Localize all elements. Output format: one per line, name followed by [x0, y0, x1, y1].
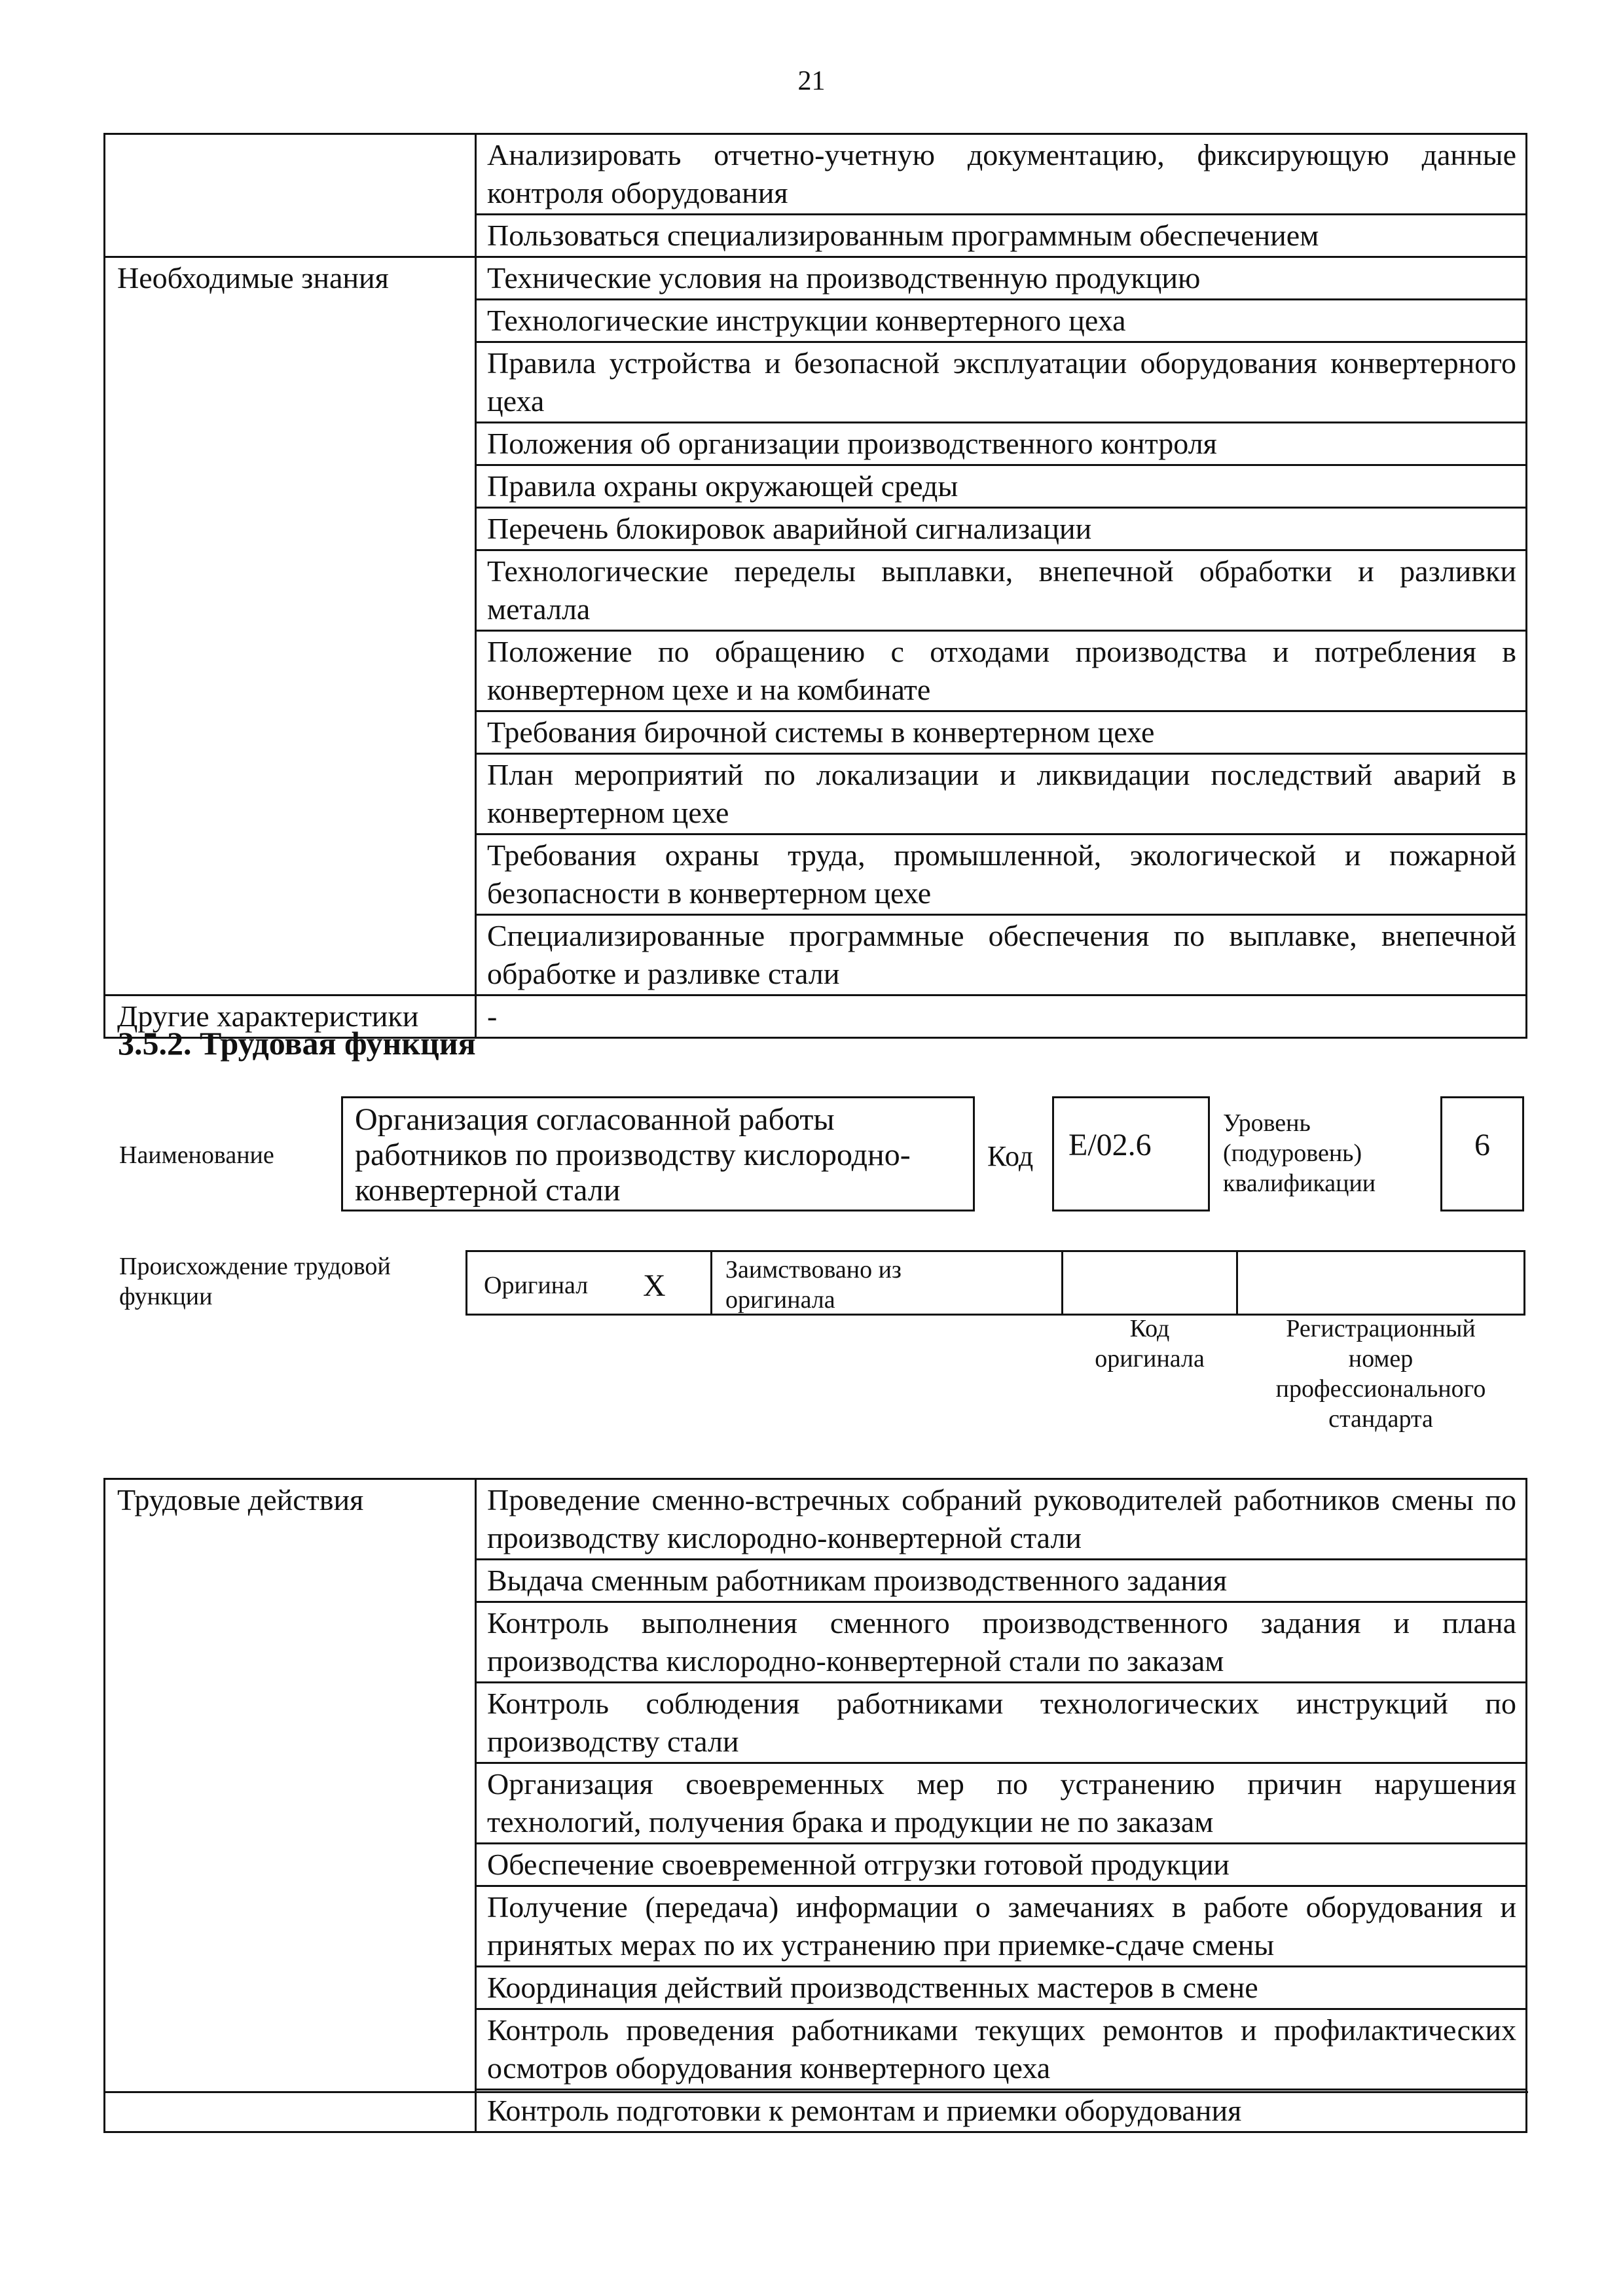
function-name-box	[341, 1096, 975, 1211]
row-value: Анализировать отчетно-учетную документацию, фиксирующую данные контроля оборудования	[476, 134, 1527, 215]
row-value: Технические условия на производственную продукцию	[476, 257, 1527, 300]
code-original-caption: Код оригинала	[1095, 1315, 1205, 1372]
row-value: Положение по обращению с отходами производства и потребления в конвертерном цехе и на комбинате	[476, 631, 1527, 711]
code-label: Код	[987, 1140, 1034, 1172]
row-value: Требования охраны труда, промышленной, экологической и пожарной безопасности в конвертерном цехе	[476, 834, 1527, 915]
row-label	[105, 134, 476, 257]
row-value: Правила устройства и безопасной эксплуатации оборудования конвертерного цеха	[476, 342, 1527, 423]
table-row	[105, 257, 1527, 300]
row-value: План мероприятий по локализации и ликвидации последствий аварий в конвертерном цехе	[476, 754, 1527, 834]
row-value: Перечень блокировок аварийной сигнализации	[476, 508, 1527, 550]
borrowed-label: Заимствовано из оригинала	[725, 1256, 902, 1314]
row-value: Контроль выполнения сменного производственного задания и плана производства кислородно-конвертерной стали по заказам	[476, 1602, 1527, 1683]
row-value: Пользоваться специализированным программным обеспечением	[476, 215, 1527, 257]
reg-number-cell	[1236, 1250, 1525, 1316]
origin-label: Происхождение трудовой функции	[119, 1253, 391, 1310]
row-value: Контроль подготовки к ремонтам и приемки оборудования	[476, 2090, 1527, 2132]
row-value: Технологические переделы выплавки, внепечной обработки и разливки металла	[476, 550, 1527, 631]
row-value: Обеспечение своевременной отгрузки готовой продукции	[476, 1844, 1527, 1886]
code-value: E/02.6	[1068, 1128, 1152, 1162]
row-value: Координация действий производственных мастеров в смене	[476, 1967, 1527, 2009]
labor-actions-table	[103, 1478, 1527, 2133]
knowledge-table	[103, 133, 1527, 1039]
name-label: Наименование	[119, 1141, 274, 1169]
level-box	[1440, 1096, 1524, 1211]
row-value: Специализированные программные обеспечения по выплавке, внепечной обработке и разливке стали	[476, 915, 1527, 996]
row-value: Технологические инструкции конвертерного цеха	[476, 300, 1527, 342]
function-name-value: Организация согласованной работы работников по производству кислородно-конвертерной стали	[355, 1102, 911, 1208]
row-value: Организация своевременных мер по устранению причин нарушения технологий, получения брака и продукции не по заказам	[476, 1763, 1527, 1844]
row-label: Другие характеристики	[105, 996, 476, 1038]
level-label: Уровень (подуровень) квалификации	[1223, 1109, 1376, 1197]
row-value: Получение (передача) информации о замечаниях в работе оборудования и принятых мерах по их устранению при приемке-сдаче смены	[476, 1886, 1527, 1967]
row-value: Правила охраны окружающей среды	[476, 465, 1527, 508]
row-value: Контроль проведения работниками текущих ремонтов и профилактических осмотров оборудования конвертерного цеха	[476, 2009, 1527, 2090]
row-value: Положения об организации производственного контроля	[476, 423, 1527, 465]
section-heading: 3.5.2. Трудовая функция	[118, 1025, 476, 1062]
page-number: 21	[797, 66, 826, 96]
original-cell	[465, 1250, 712, 1316]
table-row	[105, 134, 1527, 215]
row-label: Необходимые знания	[105, 257, 476, 996]
row-label: Трудовые действия	[105, 1479, 476, 2132]
level-value: 6	[1474, 1128, 1490, 1162]
labor-actions-clip	[103, 1478, 1528, 2127]
table-row	[105, 1479, 1527, 1560]
original-label: Оригинал	[484, 1272, 589, 1299]
code-original-cell	[1061, 1250, 1238, 1316]
reg-number-caption: Регистрационный номер профессионального стандарта	[1275, 1315, 1486, 1433]
row-value: Требования бирочной системы в конвертерном цехе	[476, 711, 1527, 754]
original-mark: X	[643, 1268, 666, 1303]
row-value: Контроль соблюдения работниками технологических инструкций по производству стали	[476, 1683, 1527, 1763]
row-value: Проведение сменно-встречных собраний руководителей работников смены по производству кислородно-конвертерной стали	[476, 1479, 1527, 1560]
row-value: -	[476, 996, 1527, 1038]
row-value: Выдача сменным работникам производственного задания	[476, 1560, 1527, 1602]
code-box	[1052, 1096, 1210, 1211]
origin-row	[465, 1250, 1525, 1316]
